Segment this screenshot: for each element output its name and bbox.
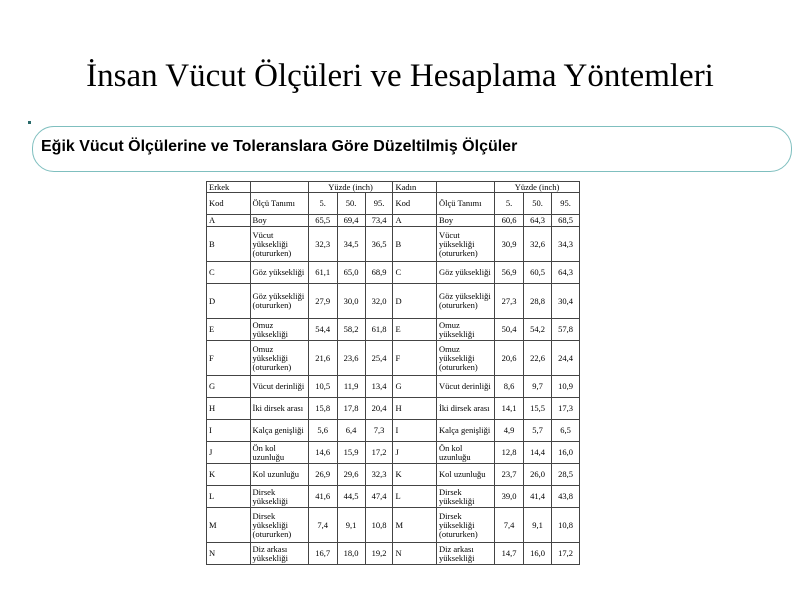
row-measure-name-female: Dirsek yüksekliği [437, 486, 495, 508]
row-male-p50: 34,5 [337, 227, 365, 262]
row-measure-name: Vücut yüksekliği (otururken) [250, 227, 308, 262]
row-female-p95: 6,5 [552, 420, 580, 442]
row-female-p50: 9,1 [524, 508, 552, 543]
row-code: M [207, 508, 251, 543]
row-male-p95: 17,2 [365, 442, 393, 464]
table-row [207, 442, 580, 464]
row-male-p5: 16,7 [308, 543, 337, 565]
row-code-female: J [393, 442, 437, 464]
table-body [207, 215, 580, 565]
header-p95-female: 95. [552, 193, 580, 215]
row-male-p5: 54,4 [308, 319, 337, 341]
row-female-p95: 16,0 [552, 442, 580, 464]
row-female-p5: 30,9 [495, 227, 524, 262]
row-female-p5: 12,8 [495, 442, 524, 464]
row-female-p50: 22,6 [524, 341, 552, 376]
row-measure-name: Boy [250, 215, 308, 227]
measurements-table [206, 181, 580, 565]
row-male-p5: 7,4 [308, 508, 337, 543]
row-male-p50: 30,0 [337, 284, 365, 319]
row-measure-name: Vücut derinliği [250, 376, 308, 398]
row-male-p5: 5,6 [308, 420, 337, 442]
row-code-female: L [393, 486, 437, 508]
row-code-female: M [393, 508, 437, 543]
row-female-p5: 27,3 [495, 284, 524, 319]
row-code: E [207, 319, 251, 341]
subtitle-banner [32, 126, 792, 172]
row-male-p95: 7,3 [365, 420, 393, 442]
row-code-female: C [393, 262, 437, 284]
header-p5-female: 5. [495, 193, 524, 215]
header-percentile-male: Yüzde (inch) [308, 182, 393, 193]
row-male-p95: 13,4 [365, 376, 393, 398]
row-male-p5: 14,6 [308, 442, 337, 464]
row-female-p50: 15,5 [524, 398, 552, 420]
row-female-p95: 24,4 [552, 341, 580, 376]
row-measure-name: Göz yüksekliği [250, 262, 308, 284]
row-male-p50: 11,9 [337, 376, 365, 398]
row-code: C [207, 262, 251, 284]
row-measure-name-female: Omuz yüksekliği (otururken) [437, 341, 495, 376]
row-measure-name-female: Kol uzunluğu [437, 464, 495, 486]
row-code: K [207, 464, 251, 486]
row-male-p95: 10,8 [365, 508, 393, 543]
row-code-female: A [393, 215, 437, 227]
row-code: F [207, 341, 251, 376]
row-code-female: H [393, 398, 437, 420]
row-female-p5: 14,1 [495, 398, 524, 420]
row-measure-name-female: Ön kol uzunluğu [437, 442, 495, 464]
table-row [207, 319, 580, 341]
header-p50-female: 50. [524, 193, 552, 215]
row-female-p95: 68,5 [552, 215, 580, 227]
row-male-p50: 23,6 [337, 341, 365, 376]
row-code: L [207, 486, 251, 508]
row-code-female: N [393, 543, 437, 565]
table-row [207, 486, 580, 508]
row-measure-name-female: Kalça genişliği [437, 420, 495, 442]
row-male-p50: 18,0 [337, 543, 365, 565]
row-female-p5: 20,6 [495, 341, 524, 376]
row-male-p50: 17,8 [337, 398, 365, 420]
row-female-p95: 17,3 [552, 398, 580, 420]
row-male-p5: 61,1 [308, 262, 337, 284]
row-measure-name-female: Boy [437, 215, 495, 227]
row-male-p95: 32,3 [365, 464, 393, 486]
table-row [207, 464, 580, 486]
row-measure-name: Diz arkası yüksekliği [250, 543, 308, 565]
header-measure-female: Ölçü Tanımı [437, 193, 495, 215]
row-female-p95: 10,9 [552, 376, 580, 398]
table-row [207, 341, 580, 376]
row-female-p95: 30,4 [552, 284, 580, 319]
row-male-p95: 25,4 [365, 341, 393, 376]
row-female-p5: 4,9 [495, 420, 524, 442]
row-male-p5: 41,6 [308, 486, 337, 508]
row-female-p50: 28,8 [524, 284, 552, 319]
row-female-p5: 23,7 [495, 464, 524, 486]
row-code-female: I [393, 420, 437, 442]
table-row [207, 508, 580, 543]
row-male-p5: 21,6 [308, 341, 337, 376]
row-measure-name-female: İki dirsek arası [437, 398, 495, 420]
bullet-dot [28, 121, 31, 124]
row-female-p5: 50,4 [495, 319, 524, 341]
row-male-p95: 68,9 [365, 262, 393, 284]
row-measure-name: Ön kol uzunluğu [250, 442, 308, 464]
row-female-p50: 5,7 [524, 420, 552, 442]
row-male-p5: 15,8 [308, 398, 337, 420]
table-row [207, 420, 580, 442]
row-female-p50: 26,0 [524, 464, 552, 486]
row-male-p50: 6,4 [337, 420, 365, 442]
row-female-p95: 28,5 [552, 464, 580, 486]
row-female-p50: 41,4 [524, 486, 552, 508]
row-measure-name: İki dirsek arası [250, 398, 308, 420]
row-measure-name: Dirsek yüksekliği (otururken) [250, 508, 308, 543]
row-code-female: D [393, 284, 437, 319]
row-measure-name: Kol uzunluğu [250, 464, 308, 486]
row-female-p50: 16,0 [524, 543, 552, 565]
header-code-female: Kod [393, 193, 437, 215]
row-male-p5: 27,9 [308, 284, 337, 319]
row-male-p95: 32,0 [365, 284, 393, 319]
row-code-female: G [393, 376, 437, 398]
row-female-p95: 17,2 [552, 543, 580, 565]
row-male-p95: 20,4 [365, 398, 393, 420]
row-code: A [207, 215, 251, 227]
row-male-p95: 47,4 [365, 486, 393, 508]
table-row [207, 262, 580, 284]
row-code: I [207, 420, 251, 442]
row-male-p95: 73,4 [365, 215, 393, 227]
row-measure-name-female: Dirsek yüksekliği (otururken) [437, 508, 495, 543]
header-code: Kod [207, 193, 251, 215]
row-code-female: E [393, 319, 437, 341]
row-female-p5: 56,9 [495, 262, 524, 284]
row-female-p95: 10,8 [552, 508, 580, 543]
row-male-p50: 44,5 [337, 486, 365, 508]
row-code: B [207, 227, 251, 262]
header-female: Kadın [393, 182, 437, 193]
row-measure-name-female: Diz arkası yüksekliği [437, 543, 495, 565]
row-measure-name-female: Göz yüksekliği [437, 262, 495, 284]
row-male-p5: 10,5 [308, 376, 337, 398]
row-code-female: K [393, 464, 437, 486]
row-measure-name-female: Vücut yüksekliği (otururken) [437, 227, 495, 262]
row-male-p95: 19,2 [365, 543, 393, 565]
row-female-p95: 64,3 [552, 262, 580, 284]
row-measure-name-female: Vücut derinliği [437, 376, 495, 398]
row-measure-name: Omuz yüksekliği (otururken) [250, 341, 308, 376]
table-row [207, 284, 580, 319]
header-empty [250, 182, 308, 193]
row-male-p95: 61,8 [365, 319, 393, 341]
row-female-p95: 34,3 [552, 227, 580, 262]
row-female-p50: 54,2 [524, 319, 552, 341]
row-male-p50: 9,1 [337, 508, 365, 543]
row-female-p95: 57,8 [552, 319, 580, 341]
row-measure-name-female: Omuz yüksekliği [437, 319, 495, 341]
row-code: D [207, 284, 251, 319]
row-male-p95: 36,5 [365, 227, 393, 262]
row-code: G [207, 376, 251, 398]
header-p95: 95. [365, 193, 393, 215]
row-measure-name: Dirsek yüksekliği [250, 486, 308, 508]
table-header-row-1 [207, 182, 580, 193]
row-code: N [207, 543, 251, 565]
row-female-p95: 43,8 [552, 486, 580, 508]
row-male-p50: 69,4 [337, 215, 365, 227]
header-empty [437, 182, 495, 193]
row-male-p50: 65,0 [337, 262, 365, 284]
row-female-p50: 64,3 [524, 215, 552, 227]
row-measure-name: Göz yüksekliği (otururken) [250, 284, 308, 319]
table-row [207, 227, 580, 262]
header-male: Erkek [207, 182, 251, 193]
header-p50: 50. [337, 193, 365, 215]
row-male-p50: 58,2 [337, 319, 365, 341]
row-female-p5: 8,6 [495, 376, 524, 398]
page-title: İnsan Vücut Ölçüleri ve Hesaplama Yöntemleri [86, 58, 714, 94]
row-male-p5: 65,5 [308, 215, 337, 227]
row-measure-name: Omuz yüksekliği [250, 319, 308, 341]
row-male-p5: 26,9 [308, 464, 337, 486]
row-code: J [207, 442, 251, 464]
row-male-p5: 32,3 [308, 227, 337, 262]
table-row [207, 215, 580, 227]
header-percentile-female: Yüzde (inch) [495, 182, 580, 193]
row-female-p5: 7,4 [495, 508, 524, 543]
row-code: H [207, 398, 251, 420]
row-measure-name-female: Göz yüksekliği (otururken) [437, 284, 495, 319]
row-female-p5: 14,7 [495, 543, 524, 565]
row-female-p50: 9,7 [524, 376, 552, 398]
table-row [207, 398, 580, 420]
row-male-p50: 29,6 [337, 464, 365, 486]
row-measure-name: Kalça genişliği [250, 420, 308, 442]
header-p5: 5. [308, 193, 337, 215]
row-female-p50: 32,6 [524, 227, 552, 262]
row-female-p50: 60,5 [524, 262, 552, 284]
row-code-female: F [393, 341, 437, 376]
row-male-p50: 15,9 [337, 442, 365, 464]
row-code-female: B [393, 227, 437, 262]
table-row [207, 376, 580, 398]
row-female-p50: 14,4 [524, 442, 552, 464]
subtitle-text: Eğik Vücut Ölçülerine ve Toleranslara Göre Düzeltilmiş Ölçüler [41, 138, 518, 155]
table-header-row-2 [207, 193, 580, 215]
row-female-p5: 39,0 [495, 486, 524, 508]
header-measure: Ölçü Tanımı [250, 193, 308, 215]
table-row [207, 543, 580, 565]
row-female-p5: 60,6 [495, 215, 524, 227]
